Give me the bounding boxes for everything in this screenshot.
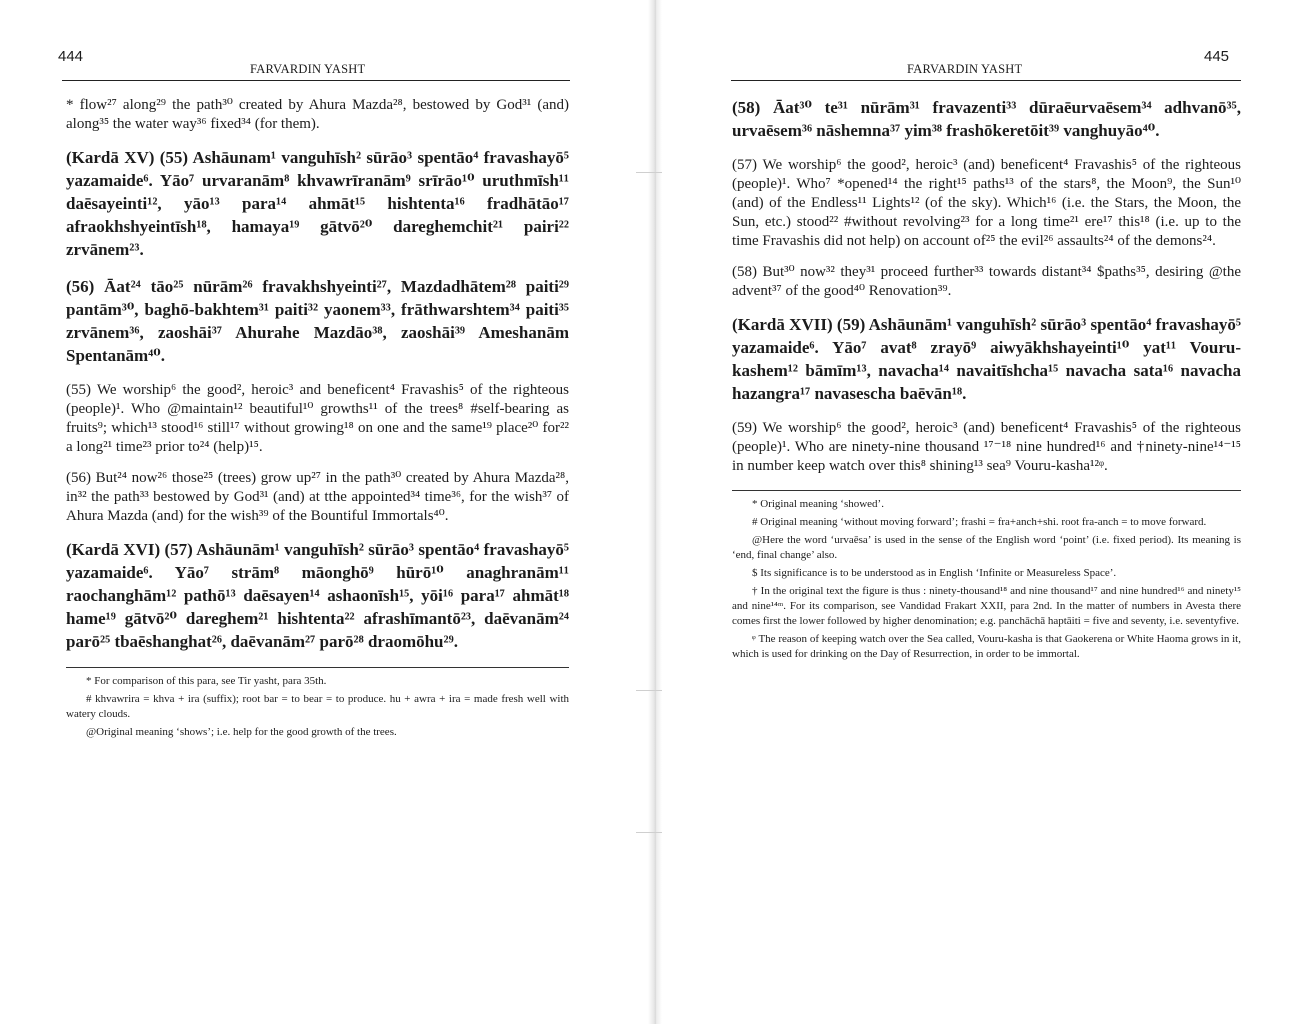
right-page (659, 0, 1311, 1024)
header-rule (731, 80, 1241, 81)
footnote: † In the original text the figure is thus : ninety-thousand¹⁸ and nine thousand¹⁷ and nine hundred¹⁶ and ninety¹⁵ and nine¹⁴ᵐ. For its comparison, see Vandidad Frakart XXII, para 2nd. In the matter of numbers in Avesta there comes first the lower followed by higher denomination; e.g. panchāchā haptāiti = five and seventy, i.e. seventyfive. (732, 585, 1241, 627)
translation-paragraph: (58) But³⁰ now³² they³¹ proceed further³³ towards distant³⁴ $paths³⁵, desiring @the advent³⁷ of the good⁴⁰ Renovation³⁹. (732, 264, 1241, 299)
page-number: 444 (58, 48, 84, 65)
running-head: FARVARDIN YASHT (907, 62, 1023, 76)
text-column (732, 96, 1241, 665)
footnote: ᵠ The reason of keeping watch over the Sea called, Vouru-kasha is that Gaokerena or White Haoma grows in it, which is used for drinking on the Day of Resurrection, in order to be immortal. (732, 633, 1241, 660)
running-head: FARVARDIN YASHT (250, 62, 366, 76)
footnote: # khvawrira = khva + ira (suffix); root bar = to bear = to produce. hu + awra + ira = made fresh well with watery clouds. (66, 693, 569, 720)
avestan-verse: (Kardā XVI) (57) Ashāunām¹ vanguhīsh² sūrāo³ spentāo⁴ fravashayō⁵ yazamaide⁶. Yāo⁷ strām⁸ māonghō⁹ hūrō¹⁰ anaghranām¹¹ raochanghām¹² pathō¹³ daēsayen¹⁴ ashaonīsh¹⁵, yōi¹⁶ para¹⁷ ahmāt¹⁸ hame¹⁹ gātvō²⁰ dareghem²¹ hishtenta²² afrashīmantō²³, daēvanām²⁴ parō²⁵ tbaēshanghat²⁶, daēvanām²⁷ parō²⁸ draomōhu²⁹. (66, 540, 569, 651)
translation-paragraph: (57) We worship⁶ the good², heroic³ (and) beneficent⁴ Fravashis⁵ of the righteous (people)¹. Who⁷ *opened¹⁴ the right¹⁵ paths¹³ of the stars⁸, the Moon⁹, the Sun¹⁰ (and) of the Endless¹¹ Lights¹² (of the sky). Which¹⁶ (i.e. the Stars, the Moon, the Sun, etc.) stood²² #without revolving²³ for a long time²¹ ere¹⁷ this¹⁸ (i.e. up to the time Fravashis did not help) on account of²⁵ the evil²⁶ assaults²⁴ of the demons²⁴. (732, 157, 1241, 249)
footnote: $ Its significance is to be understood as in English ‘Infinite or Measureless Space’. (752, 567, 1117, 579)
footnote: # Original meaning ‘without moving forward’; frashi = fra+anch+shi. root fra-anch = to move forward. (752, 516, 1207, 528)
footnote-rule (732, 490, 1241, 491)
footnote: @Original meaning ‘shows’; i.e. help for the good growth of the trees. (86, 726, 397, 738)
left-page (0, 0, 652, 1024)
header-rule (62, 80, 570, 81)
avestan-verse: (56) Āat²⁴ tāo²⁵ nūrām²⁶ fravakhshyeinti²⁷, Mazdadhātem²⁸ paiti²⁹ pantām³⁰, baghō-bakhtem³¹ paiti³² yaonem³³, frāthwarshtem³⁴ paiti³⁵ zrvānem³⁶, zaoshāi³⁷ Ahurahe Mazdāo³⁸, zaoshāi³⁹ Ameshanām Spentanām⁴⁰. (66, 277, 569, 365)
footnote: @Here the word ‘urvaēsa’ is used in the sense of the English word ‘point’ (i.e. fixed period). Its meaning is ‘end, final change’ also. (732, 534, 1241, 561)
paragraph: * flow²⁷ along²⁹ the path³⁰ created by Ahura Mazda²⁸, bestowed by God³¹ (and) along³⁵ the water way³⁶ fixed³⁴ (for them). (66, 97, 569, 132)
avestan-verse: (Kardā XV) (55) Ashāunam¹ vanguhīsh² sūrāo³ spentāo⁴ fravashayō⁵ yazamaide⁶. Yāo⁷ urvaranām⁸ khvawrīranām⁹ srīrāo¹⁰ uruthmīsh¹¹ daēsayeinti¹², yāo¹³ para¹⁴ ahmāt¹⁵ hishtenta¹⁶ fradhātāo¹⁷ afraokhshyeintīsh¹⁸, hamaya¹⁹ gātvō²⁰ dareghemchit²¹ pairi²² zrvānem²³. (66, 148, 569, 259)
text-column (66, 96, 569, 743)
footnote: * Original meaning ‘showed’. (752, 498, 884, 510)
avestan-verse: (58) Āat³⁰ te³¹ nūrām³¹ fravazenti³³ dūraēurvaēsem³⁴ adhvanō³⁵, urvaēsem³⁶ nāshemna³⁷ yim³⁸ frashōkeretōit³⁹ vanghuyāo⁴⁰. (732, 98, 1241, 140)
translation-paragraph: (59) We worship⁶ the good², heroic³ (and) beneficent⁴ Fravashis⁵ of the righteous (people)¹. Who are ninety-nine thousand ¹⁷⁻¹⁸ nine hundred¹⁶ and †ninety-nine¹⁴⁻¹⁵ in number keep watch over this⁸ shining¹³ sea⁹ Vouru-kasha¹²ᵠ. (732, 420, 1241, 474)
page-number: 445 (1204, 48, 1230, 65)
footnote: * For comparison of this para, see Tir yasht, para 35th. (86, 675, 327, 687)
avestan-verse: (Kardā XVII) (59) Ashāunām¹ vanguhīsh² sūrāo³ spentāo⁴ fravashayō⁵ yazamaide⁶. Yāo⁷ avat⁸ zrayō⁹ aiwyākhshayeinti¹⁰ yat¹¹ Vouru-kashem¹² bāmīm¹³, navacha¹⁴ navaitīshcha¹⁵ navacha sata¹⁶ navacha hazangra¹⁷ navasescha baēvān¹⁸. (732, 315, 1241, 403)
translation-paragraph: (56) But²⁴ now²⁶ those²⁵ (trees) grow up²⁷ in the path³⁰ created by Ahura Mazda²⁸, in³² the path³³ bestowed by God³¹ (and) at tthe appointed³⁴ time³⁶, for the wish³⁷ of Ahura Mazda (and) for the wish³⁹ of the Bountiful Immortals⁴⁰. (66, 470, 569, 524)
footnote-rule (66, 667, 569, 668)
translation-paragraph: (55) We worship⁶ the good², heroic³ and beneficent⁴ Fravashis⁵ of the righteous (people)¹. Who @maintain¹² beautiful¹⁰ growths¹¹ of the trees⁸ #self-bearing as fruits⁹; which¹³ stood¹⁶ still¹⁷ without growing¹⁸ on one and the same¹⁹ place²⁰ for²² a long²¹ time²³ prior to²⁴ (help)¹⁵. (66, 382, 569, 455)
